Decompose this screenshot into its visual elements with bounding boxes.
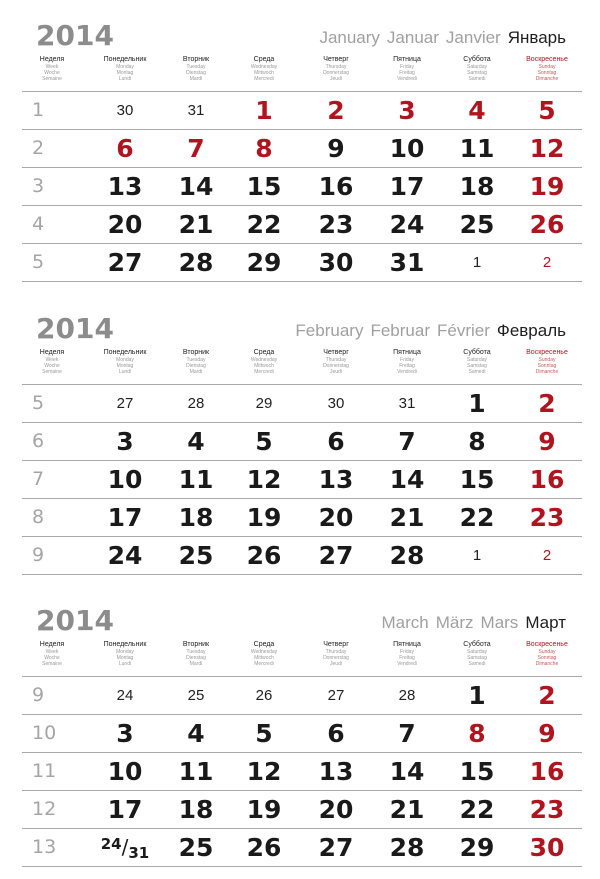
weekday-translation: Donnerstag [323,655,349,661]
weekday-translation: Samedi [468,369,486,375]
weekday-header [229,641,299,667]
weekday-translation: Jeudi [330,661,342,667]
day-cell [90,829,160,866]
weekday-header [512,56,582,82]
weekday-name: Неделя [39,56,65,63]
day-cell: 21 [389,795,425,824]
weekday-translation: Sonntag [537,655,557,661]
weekday-translation: Vendredi [397,661,417,667]
weekday-translation: Semaine [42,661,62,667]
month-names [288,321,566,341]
weekday-translation: Mercredi [254,369,274,375]
weekday-header [372,349,442,375]
day-cell: 16 [318,172,354,201]
weekday-name: Суббота [463,641,491,648]
weekday-translation: Friday [400,64,414,70]
weekday-translation: Lundi [118,369,132,375]
day-cell: 22 [459,795,495,824]
day-cell: 15 [459,757,495,786]
weekday-header [301,56,371,82]
weekday-translation: Wednesday [250,64,278,70]
week-number: 12 [32,798,57,820]
weekday-name: Четверг [323,56,349,63]
day-cell: 13 [107,172,143,201]
year-label: 2014 [36,312,114,345]
week-column-header [22,349,82,375]
day-cell: 2 [538,681,556,710]
month-january [22,15,582,277]
weekday-translation: Freitag [399,363,415,369]
weekday-translation: Tuesday [186,357,206,363]
weekday-name: Суббота [463,349,491,356]
weekday-translation: Samstag [467,70,487,76]
day-cell: 20 [318,795,354,824]
day-cell: 26 [246,833,282,862]
day-cell: 3 [116,427,134,456]
weeks-grid [22,384,582,575]
day-cell: 19 [246,795,282,824]
day-cell: 28 [178,248,214,277]
day-cell: 21 [389,503,425,532]
weekday-name: Пятница [393,56,421,63]
weekday-header [90,56,160,82]
day-cell: 23 [529,503,565,532]
day-cell: 21 [178,210,214,239]
day-cell: 17 [107,503,143,532]
weekday-translation: Week [45,64,59,70]
day-cell: 4 [187,719,205,748]
day-cell: 23 [318,210,354,239]
weekday-translation: Dienstag [186,70,206,76]
weekday-name: Пятница [393,349,421,356]
week-row [22,384,582,422]
day-cell: 31 [398,395,416,412]
week-number: 8 [32,506,45,528]
day-cell: 20 [318,503,354,532]
weekday-header [301,641,371,667]
day-cell: 2 [542,254,552,271]
day-cell: 18 [178,503,214,532]
day-cell: 26 [529,210,565,239]
weekday-header [442,56,512,82]
weekday-translation: Dienstag [186,655,206,661]
day-cell: 8 [468,719,486,748]
month-february [22,308,582,570]
week-row [22,205,582,243]
weekday-translation: Lundi [118,76,132,82]
day-cell: 15 [246,172,282,201]
weekday-translation: Saturday [466,64,487,70]
week-column-header [22,641,82,667]
day-number: 24 [100,835,122,853]
weekday-translation: Monday [116,64,134,70]
weekday-header [442,641,512,667]
weekday-name: Понедельник [103,641,147,648]
day-cell: 15 [459,465,495,494]
weekday-name: Вторник [182,641,210,648]
weekday-header [161,349,231,375]
weekday-translation: Woche [44,655,60,661]
day-cell: 26 [255,687,273,704]
day-cell: 18 [178,795,214,824]
day-cell: 17 [107,795,143,824]
week-number: 5 [32,392,45,414]
week-row [22,498,582,536]
weekday-name: Неделя [39,349,65,356]
weekday-translation: Woche [44,70,60,76]
day-cell: 27 [318,541,354,570]
weekday-translation: Vendredi [397,369,417,375]
weekday-name: Понедельник [103,349,147,356]
month-name: Février [436,321,490,340]
weekday-translation: Sonntag [537,363,557,369]
week-row [22,536,582,575]
day-cell: 9 [538,427,556,456]
month-header [22,308,582,350]
month-name: February [295,321,364,340]
weekday-header [301,349,371,375]
weekday-translation: Dimanche [535,661,559,667]
day-cell: 24 [107,541,143,570]
weekday-translation: Samedi [468,76,486,82]
day-cell: 19 [246,503,282,532]
day-cell: 5 [255,427,273,456]
day-cell: 3 [116,719,134,748]
day-cell: 27 [107,248,143,277]
day-cell: 11 [459,134,495,163]
day-cell: 7 [398,427,416,456]
day-cell: 13 [318,757,354,786]
day-cell: 29 [246,248,282,277]
weekday-header [442,349,512,375]
weekday-translation: Mittwoch [254,70,274,76]
day-cell: 6 [327,427,345,456]
weekday-translation: Thursday [325,649,347,655]
weekday-translation: Thursday [325,64,347,70]
weekday-name: Четверг [323,349,349,356]
weekday-translation: Mercredi [254,76,274,82]
day-cell: 5 [255,719,273,748]
weekday-name: Вторник [182,56,210,63]
weekday-translation: Lundi [118,661,132,667]
day-cell: 10 [107,465,143,494]
day-cell: 24 [116,687,134,704]
day-cell: 9 [327,134,345,163]
weekday-header [161,641,231,667]
weekday-name: Четверг [323,641,349,648]
month-name: Janvier [445,28,501,47]
week-row [22,790,582,828]
weekday-header [512,641,582,667]
month-header [22,600,582,642]
weekday-translation: Montag [116,363,134,369]
week-number: 11 [32,760,57,782]
weekday-translation: Week [45,649,59,655]
day-cell: 22 [459,503,495,532]
month-name: Февраль [496,321,566,340]
weekday-translation: Mardi [189,369,203,375]
day-cell: 25 [178,833,214,862]
month-name: Mars [480,613,519,632]
weeks-grid [22,676,582,867]
weekday-translation: Dienstag [186,363,206,369]
weekday-header [229,56,299,82]
weekday-translation: Donnerstag [323,363,349,369]
day-cell: 30 [116,102,134,119]
day-cell: 10 [107,757,143,786]
day-cell: 1 [255,96,273,125]
year-label: 2014 [36,604,114,637]
week-row [22,714,582,752]
day-cell: 3 [398,96,416,125]
day-cell: 26 [246,541,282,570]
month-name: March [381,613,429,632]
weekday-translation: Tuesday [186,649,206,655]
day-cell: 30 [318,248,354,277]
month-header [22,15,582,57]
weekday-translation: Sonntag [537,70,557,76]
weekday-name: Воскресенье [526,641,568,648]
weekday-translation: Monday [116,649,134,655]
week-row [22,676,582,714]
day-cell: 2 [538,389,556,418]
weekday-translation: Samedi [468,661,486,667]
week-number: 5 [32,251,45,273]
weekday-header [161,56,231,82]
weekday-name: Неделя [39,641,65,648]
weekday-translation: Mardi [189,661,203,667]
month-name: January [319,28,380,47]
month-march [22,600,582,862]
day-cell: 16 [529,757,565,786]
day-cell: 23 [529,795,565,824]
day-cell: 11 [178,465,214,494]
day-cell: 11 [178,757,214,786]
month-names [375,613,566,633]
weekday-translation: Mittwoch [254,655,274,661]
weekday-translation: Wednesday [250,357,278,363]
weekday-name: Суббота [463,56,491,63]
weekday-translation: Sunday [538,64,556,70]
weekday-header [90,349,160,375]
week-row [22,460,582,498]
weekday-translation: Tuesday [186,64,206,70]
day-cell: 14 [389,465,425,494]
weekday-translation: Samstag [467,363,487,369]
week-number: 13 [32,836,57,858]
weekday-translation: Semaine [42,369,62,375]
weekday-translation: Friday [400,649,414,655]
day-cell: 5 [538,96,556,125]
weekday-translation: Week [45,357,59,363]
day-cell: 7 [398,719,416,748]
weekday-translation: Jeudi [330,76,342,82]
weekday-translation: Woche [44,363,60,369]
slash-separator: / [121,835,129,859]
week-number: 9 [32,684,45,706]
weeks-grid [22,91,582,282]
day-cell: 12 [246,465,282,494]
day-cell: 1 [472,254,482,271]
weekday-translation: Monday [116,357,134,363]
day-cell: 27 [116,395,134,412]
day-cell: 28 [187,395,205,412]
month-name: Januar [386,28,439,47]
month-name: März [435,613,474,632]
weekday-translation: Wednesday [250,649,278,655]
weekday-translation: Samstag [467,655,487,661]
weekday-translation: Freitag [399,70,415,76]
week-number: 10 [32,722,57,744]
weekday-translation: Mardi [189,76,203,82]
day-cell: 31 [389,248,425,277]
weekday-translation: Mercredi [254,661,274,667]
day-cell: 6 [327,719,345,748]
day-cell: 2 [327,96,345,125]
weekday-translation: Montag [116,655,134,661]
week-number: 7 [32,468,45,490]
weekday-translation: Saturday [466,649,487,655]
week-number: 4 [32,213,45,235]
day-cell: 1 [468,681,486,710]
weekday-header [372,641,442,667]
weekday-translation: Sunday [538,357,556,363]
year-label: 2014 [36,19,114,52]
day-number: 31 [128,844,150,862]
day-cell: 19 [529,172,565,201]
weekday-header [90,641,160,667]
weekday-header-row [22,56,582,86]
day-cell: 12 [529,134,565,163]
week-number: 3 [32,175,45,197]
day-cell: 31 [187,102,205,119]
week-row [22,243,582,282]
week-row [22,752,582,790]
weekday-translation: Mittwoch [254,363,274,369]
weekday-translation: Freitag [399,655,415,661]
weekday-name: Воскресенье [526,56,568,63]
day-cell: 28 [389,833,425,862]
weekday-header [372,56,442,82]
day-cell: 10 [389,134,425,163]
week-number: 1 [32,99,45,121]
day-cell: 8 [468,427,486,456]
weekday-header-row [22,641,582,671]
day-cell: 17 [389,172,425,201]
month-names [312,28,566,48]
day-cell: 16 [529,465,565,494]
weekday-name: Вторник [182,349,210,356]
weekday-translation: Vendredi [397,76,417,82]
weekday-header-row [22,349,582,379]
day-cell: 30 [327,395,345,412]
day-cell: 13 [318,465,354,494]
day-cell: 9 [538,719,556,748]
weekday-translation: Jeudi [330,369,342,375]
week-row [22,422,582,460]
week-number: 2 [32,137,45,159]
day-cell: 27 [327,687,345,704]
day-cell: 2 [542,547,552,564]
week-number: 6 [32,430,45,452]
day-cell: 28 [398,687,416,704]
weekday-translation: Friday [400,357,414,363]
day-cell: 12 [246,757,282,786]
day-cell: 29 [459,833,495,862]
month-name: Март [525,613,566,632]
weekday-translation: Dimanche [535,76,559,82]
day-cell: 25 [178,541,214,570]
weekday-translation: Sunday [538,649,556,655]
day-cell: 22 [246,210,282,239]
weekday-name: Среда [253,349,275,356]
weekday-translation: Saturday [466,357,487,363]
weekday-translation: Semaine [42,76,62,82]
month-name: Январь [507,28,566,47]
day-cell: 29 [255,395,273,412]
weekday-header [229,349,299,375]
day-cell: 27 [318,833,354,862]
day-cell: 20 [107,210,143,239]
week-row [22,828,582,867]
month-name: Februar [370,321,430,340]
day-cell: 24 [389,210,425,239]
day-cell: 14 [178,172,214,201]
week-row [22,167,582,205]
day-cell: 4 [468,96,486,125]
day-cell: 1 [472,547,482,564]
day-cell: 28 [389,541,425,570]
weekday-translation: Donnerstag [323,70,349,76]
weekday-translation: Montag [116,70,134,76]
week-column-header [22,56,82,82]
weekday-name: Пятница [393,641,421,648]
day-cell: 18 [459,172,495,201]
week-number: 9 [32,544,45,566]
week-row [22,91,582,129]
weekday-name: Понедельник [103,56,147,63]
weekday-header [512,349,582,375]
day-cell: 14 [389,757,425,786]
week-row [22,129,582,167]
day-cell: 25 [187,687,205,704]
weekday-name: Воскресенье [526,349,568,356]
day-cell: 7 [187,134,205,163]
day-cell: 8 [255,134,273,163]
weekday-name: Среда [253,56,275,63]
day-cell: 4 [187,427,205,456]
weekday-translation: Thursday [325,357,347,363]
day-cell: 30 [529,833,565,862]
weekday-translation: Dimanche [535,369,559,375]
weekday-name: Среда [253,641,275,648]
day-cell: 1 [468,389,486,418]
day-cell: 25 [459,210,495,239]
day-cell: 6 [116,134,134,163]
